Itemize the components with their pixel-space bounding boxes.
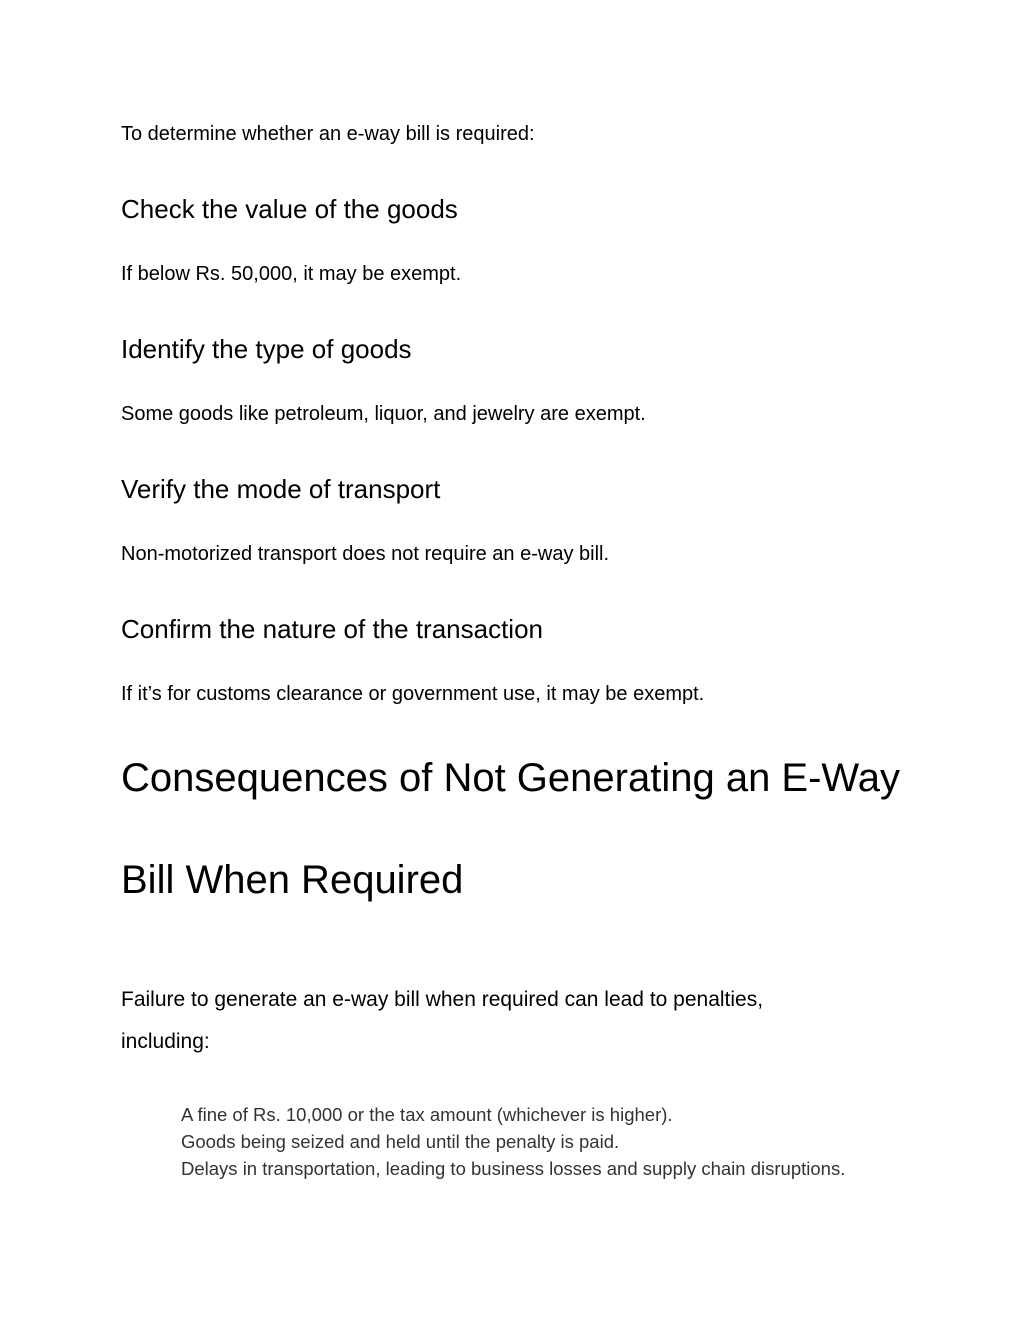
list-item: Goods being seized and held until the penalty is paid. xyxy=(181,1131,620,1152)
list-item: A fine of Rs. 10,000 or the tax amount (whichever is higher). xyxy=(181,1104,673,1125)
text-verify-transport: Non-motorized transport does not require an e-way bill. xyxy=(121,543,610,565)
penalty-paragraph-line-2: including: xyxy=(121,1030,210,1053)
text-check-value: If below Rs. 50,000, it may be exempt. xyxy=(121,263,462,285)
penalty-list xyxy=(181,1101,845,1182)
heading-verify-transport: Verify the mode of transport xyxy=(121,474,441,504)
penalty-paragraph-line-1: Failure to generate an e-way bill when required can lead to penalties, xyxy=(121,988,764,1011)
heading-check-value: Check the value of the goods xyxy=(121,194,458,224)
heading-confirm-transaction: Confirm the nature of the transaction xyxy=(121,614,544,644)
section-title-line-1: Consequences of Not Generating an E-Way xyxy=(121,756,900,800)
list-item: Delays in transportation, leading to business losses and supply chain disruptions. xyxy=(181,1158,846,1179)
section-title-line-2: Bill When Required xyxy=(121,858,464,902)
heading-identify-type: Identify the type of goods xyxy=(121,334,412,364)
text-confirm-transaction: If it’s for customs clearance or government use, it may be exempt. xyxy=(121,683,705,705)
intro-text: To determine whether an e-way bill is required: xyxy=(121,123,535,145)
text-identify-type: Some goods like petroleum, liquor, and jewelry are exempt. xyxy=(121,403,646,425)
